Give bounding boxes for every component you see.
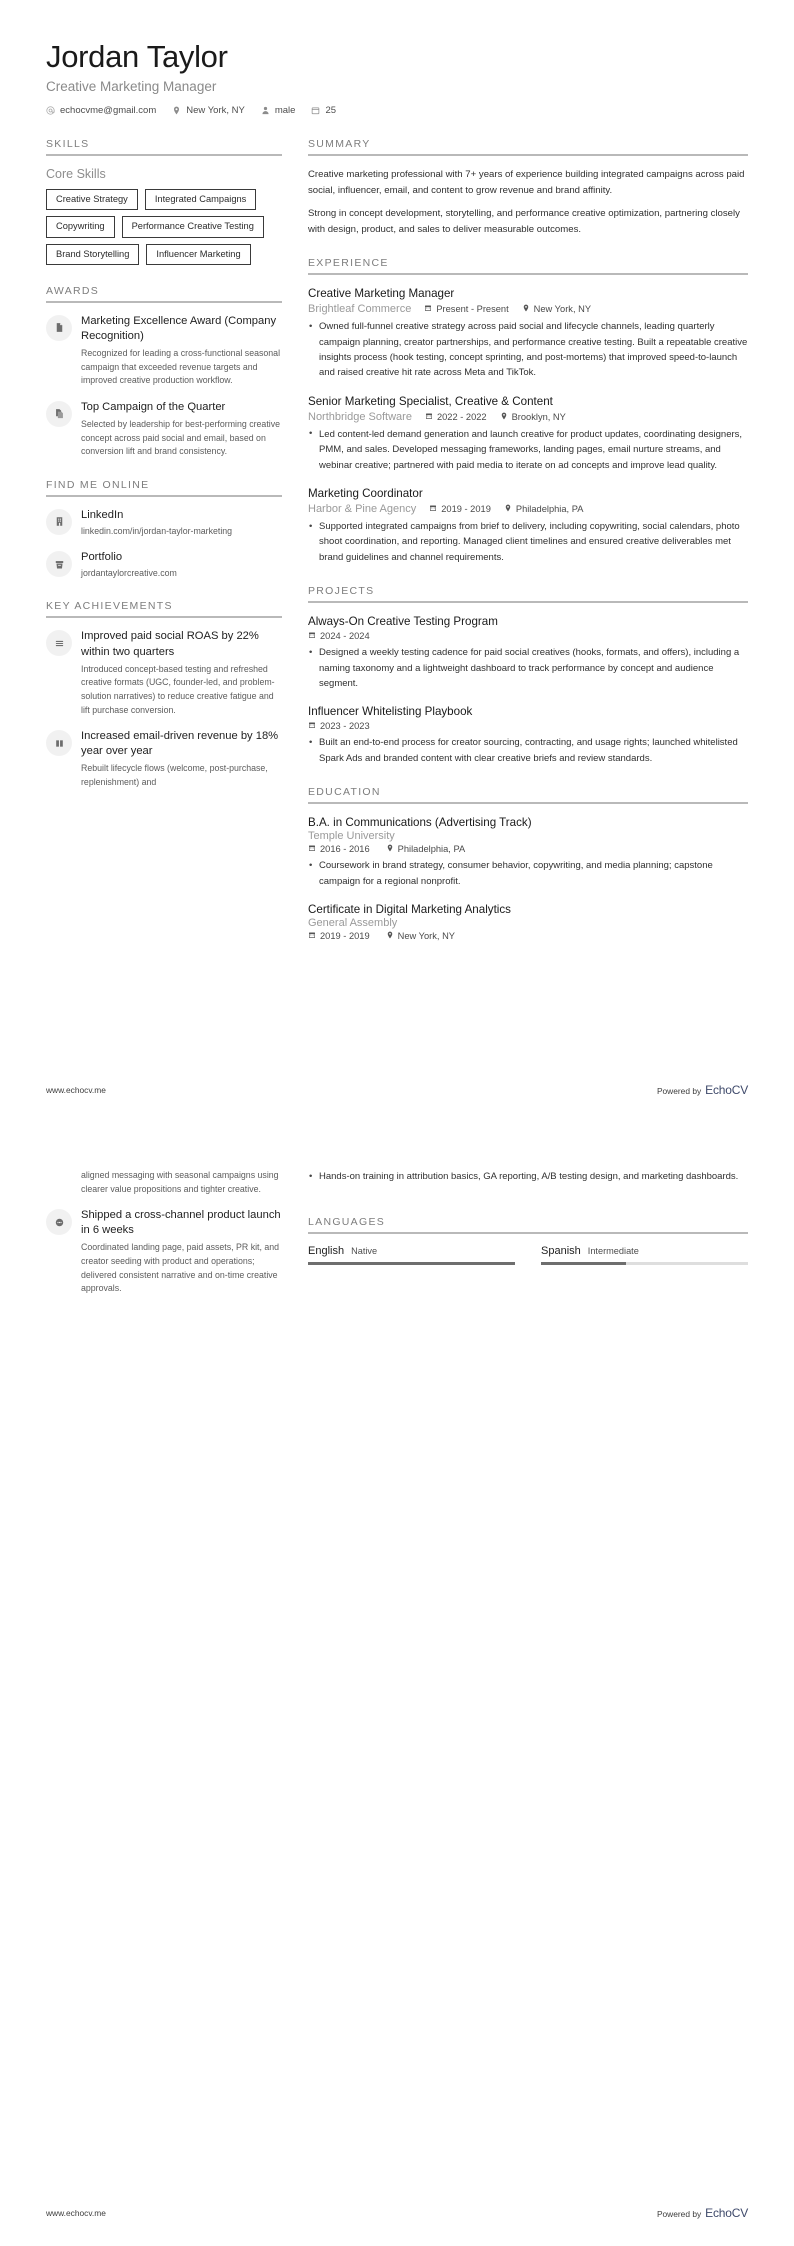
section-title-languages: LANGUAGES bbox=[308, 1216, 386, 1229]
document-icon bbox=[46, 315, 72, 341]
calendar-icon bbox=[425, 412, 433, 422]
right-column-continued bbox=[308, 1169, 748, 1285]
project-title: Always-On Creative Testing Program bbox=[308, 615, 498, 629]
education-entry bbox=[308, 815, 748, 889]
experience-dates bbox=[424, 304, 508, 314]
calendar-icon bbox=[308, 844, 316, 854]
lines-icon bbox=[46, 630, 72, 656]
experience-company: Northbridge Software bbox=[308, 410, 412, 423]
section-title-find-me-online: FIND ME ONLINE bbox=[46, 478, 150, 491]
education-dates bbox=[308, 931, 370, 941]
skills-subtitle: Core Skills bbox=[46, 167, 106, 182]
location-pin-icon bbox=[522, 304, 530, 314]
dots-circle-icon bbox=[46, 1209, 72, 1235]
section-divider bbox=[308, 273, 748, 275]
project-bullets bbox=[308, 645, 748, 691]
section-skills bbox=[46, 138, 282, 265]
project-entry bbox=[308, 704, 748, 766]
award-title: Marketing Excellence Award (Company Recognition) bbox=[81, 314, 277, 342]
language-name: Spanish bbox=[541, 1245, 581, 1258]
section-divider bbox=[46, 616, 282, 618]
section-divider bbox=[308, 154, 748, 156]
education-location-text: New York, NY bbox=[397, 931, 455, 942]
section-education bbox=[308, 786, 748, 941]
contact-age bbox=[311, 105, 336, 116]
education-location bbox=[386, 844, 466, 854]
footer-powered-prefix: Powered by bbox=[656, 1086, 702, 1096]
book-icon bbox=[46, 730, 72, 756]
section-divider bbox=[308, 1232, 748, 1234]
archive-icon bbox=[46, 551, 72, 577]
language-level: Native bbox=[351, 1246, 378, 1257]
award-item bbox=[46, 400, 282, 459]
section-title-skills: SKILLS bbox=[46, 138, 90, 151]
experience-bullets bbox=[308, 427, 748, 473]
section-experience bbox=[308, 257, 748, 565]
education-entry bbox=[308, 902, 748, 941]
online-link-label: LinkedIn bbox=[81, 508, 124, 521]
education-dates-text: 2016 - 2016 bbox=[320, 844, 370, 855]
online-link-item[interactable] bbox=[46, 550, 282, 580]
language-proficiency-fill bbox=[308, 1262, 515, 1265]
online-link-url[interactable]: jordantaylorcreative.com bbox=[81, 568, 177, 579]
section-divider bbox=[308, 601, 748, 603]
skill-chip: Performance Creative Testing bbox=[122, 216, 264, 237]
language-item bbox=[541, 1245, 748, 1265]
language-proficiency-fill bbox=[541, 1262, 626, 1265]
section-projects bbox=[308, 585, 748, 766]
award-description: Recognized for leading a cross-functional seasonal campaign that exceeded revenue targets and improved creative production workflow. bbox=[81, 347, 281, 386]
experience-company: Harbor & Pine Agency bbox=[308, 503, 417, 516]
achievement-description: Rebuilt lifecycle flows (welcome, post-purchase, replenishment) and bbox=[81, 763, 268, 787]
bullet-item: • Hands-on training in attribution basics, GA reporting, A/B testing design, and marketing dashboards. bbox=[308, 1169, 748, 1184]
achievement-title: Increased email-driven revenue by 18% year over year bbox=[81, 730, 279, 758]
location-pin-icon bbox=[386, 931, 394, 941]
education-location bbox=[386, 931, 455, 941]
achievement-description: Coordinated landing page, paid assets, PR kit, and creator seeding with product and operations; delivered consistent narrative and on-time creative approvals. bbox=[81, 1242, 280, 1294]
footer-powered-prefix: Powered by bbox=[656, 2209, 702, 2219]
contact-email bbox=[46, 105, 156, 116]
experience-job-title: Senior Marketing Specialist, Creative & Content bbox=[308, 394, 553, 408]
online-link-item[interactable] bbox=[46, 508, 282, 538]
footer-powered-by bbox=[657, 2206, 748, 2220]
project-entry bbox=[308, 614, 748, 691]
section-title-awards: AWARDS bbox=[46, 284, 100, 297]
page-footer bbox=[46, 2206, 748, 2220]
experience-entry bbox=[308, 486, 748, 565]
skill-chip: Influencer Marketing bbox=[146, 244, 250, 265]
section-languages bbox=[308, 1216, 748, 1265]
contact-email-text: echocvme@gmail.com bbox=[60, 105, 157, 117]
calendar-icon bbox=[429, 504, 437, 514]
online-links-list bbox=[46, 508, 282, 581]
section-awards bbox=[46, 285, 282, 459]
skills-chip-list bbox=[46, 189, 282, 265]
contact-location bbox=[172, 105, 245, 116]
calendar-icon bbox=[424, 304, 432, 314]
bullet-item: • Led content-led demand generation and launch creative for product updates, coordinating designers, PMM, and sales. Developed messaging frameworks, landing pages, email nurture streams, and webinar creative; partnered with paid media to iterate on ad concepts and improve lead quality. bbox=[308, 427, 748, 473]
achievements-list-continued bbox=[46, 1169, 282, 1296]
education-dates bbox=[308, 844, 370, 854]
resume-page-2 bbox=[0, 1123, 794, 2246]
section-title-experience: EXPERIENCE bbox=[308, 257, 389, 270]
bullet-item: • Supported integrated campaigns from brief to delivery, including copywriting, social calendars, photo shoot coordination, and reporting. Managed client timelines and ensured creative deliverables met brand guidelines and channel requirements. bbox=[308, 519, 748, 565]
section-divider bbox=[46, 495, 282, 497]
experience-location-text: Philadelphia, PA bbox=[515, 504, 584, 515]
experience-company: Brightleaf Commerce bbox=[308, 303, 412, 316]
bullet-item: • Coursework in brand strategy, consumer behavior, copywriting, and media planning; capstone campaign for a regional nonprofit. bbox=[308, 858, 748, 889]
achievement-item bbox=[46, 1208, 282, 1296]
location-pin-icon bbox=[386, 844, 394, 854]
left-column-continued bbox=[46, 1169, 282, 1296]
bullet-item: • Owned full-funnel creative strategy across paid social and lifecycle channels, leading quarterly campaign planning, creator partnerships, and performance creative testing. Built a repeatable creative insights process (hook testing, concept sprinting, and post-mortems) that improved speed-to-launch and raised creative hit rate across Meta and TikTok. bbox=[308, 319, 748, 381]
footer-site[interactable]: www.echocv.me bbox=[46, 2208, 106, 2218]
education-school: General Assembly bbox=[308, 917, 398, 930]
language-name: English bbox=[308, 1245, 345, 1258]
achievement-item-continued bbox=[46, 1169, 282, 1196]
project-dates-text: 2024 - 2024 bbox=[320, 631, 370, 642]
experience-bullets bbox=[308, 519, 748, 565]
left-column bbox=[46, 138, 282, 810]
language-level: Intermediate bbox=[587, 1246, 639, 1257]
resume-header bbox=[46, 40, 748, 116]
copy-icon bbox=[46, 401, 72, 427]
page-footer bbox=[46, 1083, 748, 1097]
experience-dates bbox=[429, 504, 491, 514]
footer-powered-by bbox=[657, 1083, 748, 1097]
section-title-education: EDUCATION bbox=[308, 786, 381, 799]
section-title-key-achievements: KEY ACHIEVEMENTS bbox=[46, 600, 173, 613]
section-divider bbox=[46, 301, 282, 303]
section-find-me-online bbox=[46, 479, 282, 581]
experience-entry bbox=[308, 394, 748, 473]
achievement-description-continued: aligned messaging with seasonal campaigns using clearer value propositions and tighter creative. bbox=[81, 1170, 279, 1194]
achievement-item bbox=[46, 729, 282, 789]
calendar-icon bbox=[308, 631, 316, 641]
experience-bullets bbox=[308, 319, 748, 381]
person-icon bbox=[261, 106, 270, 115]
summary-paragraph: Creative marketing professional with 7+ years of experience building integrated campaigns across paid social, influencer, email, and content to grow revenue and brand affinity. bbox=[308, 169, 745, 196]
experience-dates-text: 2019 - 2019 bbox=[441, 504, 491, 515]
experience-job-title: Marketing Coordinator bbox=[308, 486, 423, 500]
award-title: Top Campaign of the Quarter bbox=[81, 400, 226, 413]
candidate-role: Creative Marketing Manager bbox=[46, 79, 217, 95]
experience-location-text: Brooklyn, NY bbox=[511, 411, 566, 422]
calendar-icon bbox=[308, 931, 316, 941]
online-link-url[interactable]: linkedin.com/in/jordan-taylor-marketing bbox=[81, 525, 233, 536]
education-degree: B.A. in Communications (Advertising Track) bbox=[308, 816, 532, 830]
language-item bbox=[308, 1245, 515, 1265]
education-school: Temple University bbox=[308, 830, 395, 843]
project-bullets bbox=[308, 735, 748, 766]
skill-chip: Creative Strategy bbox=[46, 189, 138, 210]
achievements-list bbox=[46, 629, 282, 789]
contact-age-text: 25 bbox=[325, 105, 337, 117]
languages-list bbox=[308, 1245, 748, 1265]
award-item bbox=[46, 314, 282, 388]
skill-chip: Integrated Campaigns bbox=[145, 189, 256, 210]
experience-location bbox=[500, 412, 566, 422]
building-icon bbox=[46, 509, 72, 535]
project-dates bbox=[308, 631, 370, 641]
summary-paragraph: Strong in concept development, storytelling, and performance creative optimization, partnering closely with design, product, and sales to deliver measurable outcomes. bbox=[308, 208, 740, 235]
calendar-icon bbox=[311, 106, 320, 115]
achievement-description: Introduced concept-based testing and refreshed creative formats (UGC, founder-led, and problem-solution narratives) to reduce creative fatigue and lift purchase conversion. bbox=[81, 663, 275, 715]
footer-site[interactable]: www.echocv.me bbox=[46, 1085, 106, 1095]
experience-location-text: New York, NY bbox=[533, 304, 592, 315]
contact-gender bbox=[261, 105, 296, 116]
award-description: Selected by leadership for best-performing creative concept across paid social and email, based on conversion lift and brand consistency. bbox=[81, 418, 281, 457]
experience-dates-text: 2022 - 2022 bbox=[436, 411, 487, 422]
experience-dates-text: Present - Present bbox=[436, 304, 509, 315]
experience-job-title: Creative Marketing Manager bbox=[308, 287, 455, 301]
project-title: Influencer Whitelisting Playbook bbox=[308, 705, 473, 719]
experience-dates bbox=[425, 412, 487, 422]
awards-list bbox=[46, 314, 282, 459]
education-bullets bbox=[308, 858, 748, 889]
contact-gender-text: male bbox=[274, 105, 296, 117]
project-dates-text: 2023 - 2023 bbox=[320, 721, 370, 732]
language-proficiency-bar bbox=[541, 1262, 748, 1265]
right-column bbox=[308, 138, 748, 961]
email-icon bbox=[46, 106, 55, 115]
footer-brand: EchoCV bbox=[705, 2206, 748, 2220]
online-link-label: Portfolio bbox=[81, 551, 123, 564]
section-title-projects: PROJECTS bbox=[308, 585, 375, 598]
section-key-achievements bbox=[46, 600, 282, 789]
experience-location bbox=[504, 504, 584, 514]
skill-chip: Copywriting bbox=[46, 216, 115, 237]
calendar-icon bbox=[308, 721, 316, 731]
experience-location bbox=[522, 304, 591, 314]
education-dates-text: 2019 - 2019 bbox=[320, 931, 370, 942]
location-pin-icon bbox=[172, 106, 181, 115]
location-pin-icon bbox=[504, 504, 512, 514]
education-bullets-continued bbox=[308, 1169, 748, 1184]
section-summary bbox=[308, 138, 748, 237]
education-degree: Certificate in Digital Marketing Analytics bbox=[308, 902, 511, 916]
project-dates bbox=[308, 721, 370, 731]
achievement-item bbox=[46, 629, 282, 717]
candidate-name: Jordan Taylor bbox=[46, 39, 228, 74]
section-title-summary: SUMMARY bbox=[308, 138, 371, 151]
contact-row bbox=[46, 105, 748, 116]
section-divider bbox=[308, 802, 748, 804]
footer-brand: EchoCV bbox=[705, 1083, 748, 1097]
section-spacer bbox=[308, 1186, 748, 1216]
location-pin-icon bbox=[500, 412, 508, 422]
bullet-item: • Built an end-to-end process for creator sourcing, contracting, and usage rights; launched whitelisted Spark Ads and branded content with clear creative briefs and review standards. bbox=[308, 735, 748, 766]
contact-location-text: New York, NY bbox=[186, 105, 245, 117]
education-location-text: Philadelphia, PA bbox=[397, 844, 466, 855]
skill-chip: Brand Storytelling bbox=[46, 244, 139, 265]
achievement-title: Shipped a cross-channel product launch in 6 weeks bbox=[81, 1209, 281, 1237]
section-divider bbox=[46, 154, 282, 156]
experience-entry bbox=[308, 286, 748, 381]
language-proficiency-bar bbox=[308, 1262, 515, 1265]
achievement-title: Improved paid social ROAS by 22% within two quarters bbox=[81, 630, 259, 658]
bullet-item: • Designed a weekly testing cadence for paid social creatives (hooks, formats, and offers), including a naming taxonomy and a lightweight dashboard to track performance by concept and audience segment. bbox=[308, 645, 748, 691]
